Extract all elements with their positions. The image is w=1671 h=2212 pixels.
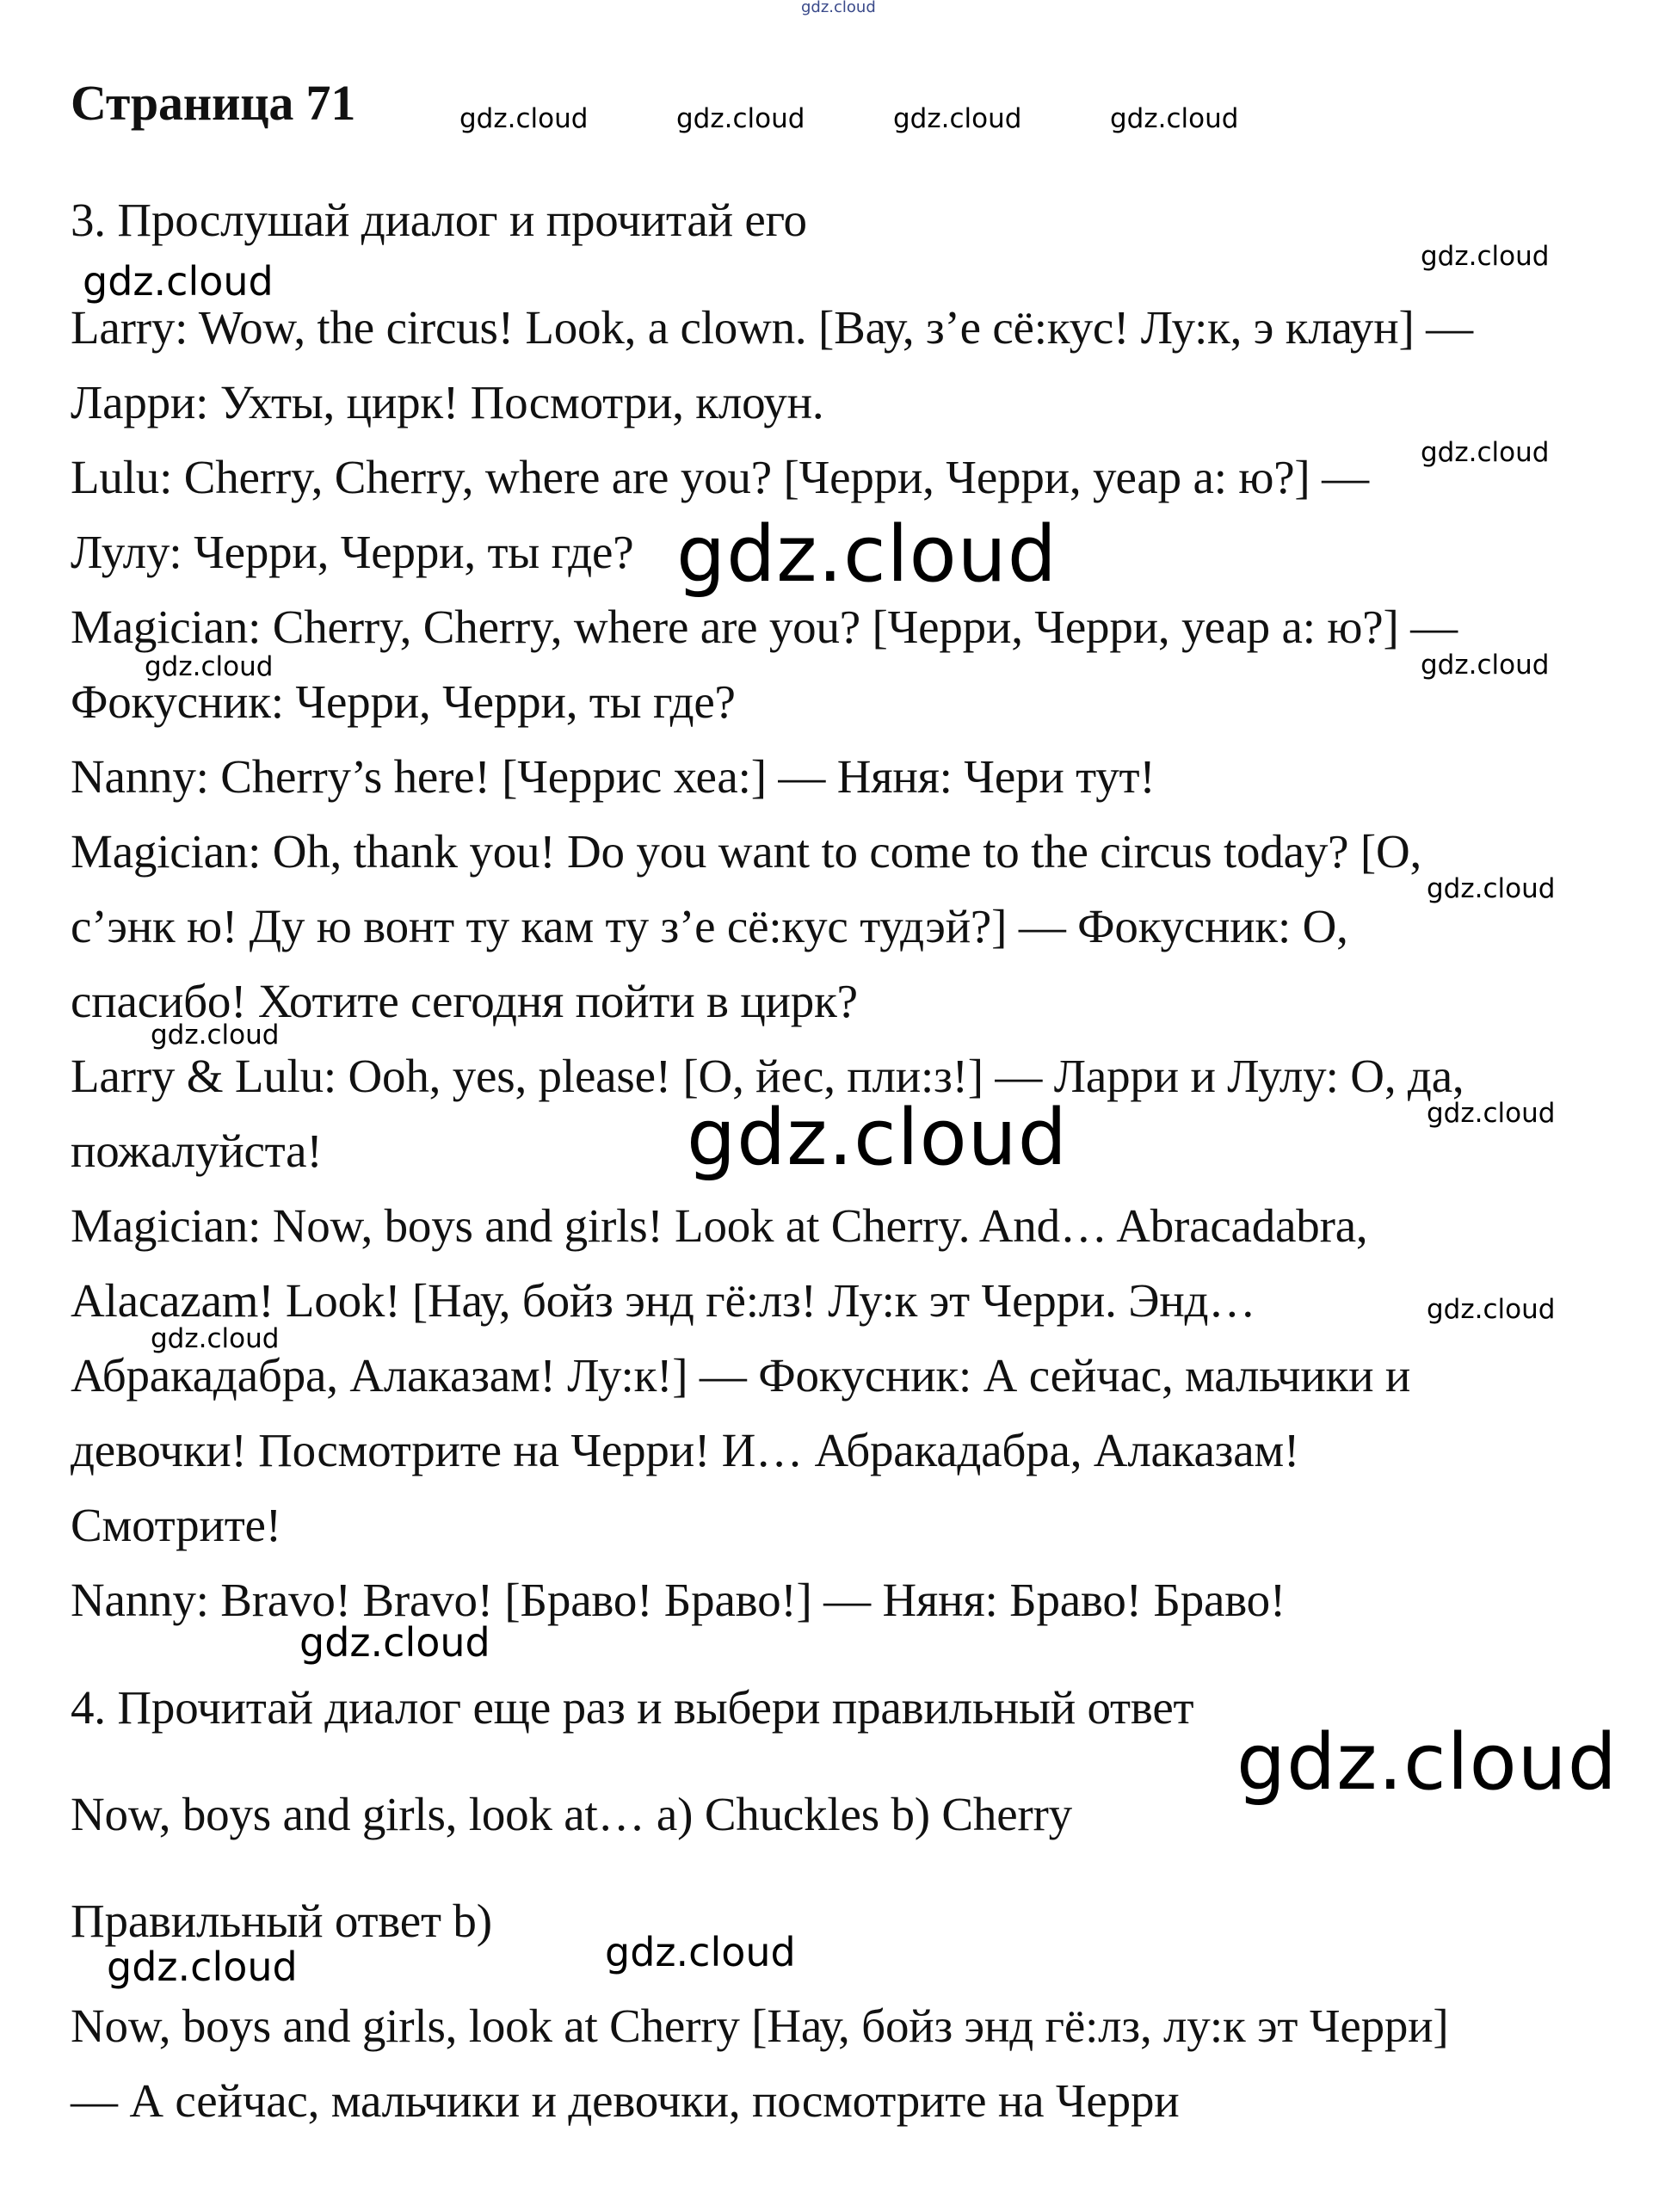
watermark: gdz.cloud [151, 1020, 280, 1051]
dialog-line: Magician: Cherry, Cherry, where are you? [Черри, Черри, уеар а: ю?] — [71, 601, 1458, 653]
dialog-line: Абракадабра, Алаказам! Лу:к!] — Фокусник: А сейчас, мальчики и [71, 1349, 1411, 1402]
exercise-4-heading: 4. Прочитай диалог еще раз и выбери правильный ответ [71, 1681, 1194, 1734]
answer-line: — А сейчас, мальчики и девочки, посмотрите на Черри [71, 2074, 1180, 2127]
dialog-line: Magician: Now, boys and girls! Look at Cherry. And… Abracadabra, [71, 1199, 1368, 1252]
dialog-line: Лулу: Черри, Черри, ты где? [71, 526, 634, 578]
dialog-line: Magician: Oh, thank you! Do you want to come to the circus today? [О, [71, 825, 1422, 878]
watermark: gdz.cloud [459, 103, 589, 134]
dialog-line: девочки! Посмотрите на Черри! И… Абракадабра, Алаказам! [71, 1424, 1300, 1476]
watermark: gdz.cloud [151, 1323, 280, 1354]
watermark: gdz.cloud [145, 651, 274, 682]
dialog-line: с’энк ю! Ду ю вонт ту кам ту з’е сё:кус тудэй?] — Фокусник: О, [71, 900, 1348, 952]
dialog-line: Lulu: Cherry, Cherry, where are you? [Черри, Черри, уеар а: ю?] — [71, 451, 1369, 503]
watermark: gdz.cloud [676, 103, 805, 134]
answer-line: Now, boys and girls, look at Cherry [Нау, бойз энд гё:лз, лу:к эт Черри] [71, 1999, 1449, 2052]
watermark: gdz.cloud [1427, 1098, 1556, 1129]
watermark: gdz.cloud [1421, 241, 1550, 272]
watermark: gdz.cloud [676, 509, 1057, 600]
dialog-line: Larry & Lulu: Ooh, yes, please! [О, йес, пли:з!] — Ларри и Лулу: О, да, [71, 1050, 1464, 1102]
exercise-4-question: Now, boys and girls, look at… a) Chuckles b) Cherry [71, 1788, 1072, 1840]
watermark: gdz.cloud [1110, 103, 1239, 134]
watermark: gdz.cloud [1427, 873, 1556, 904]
exercise-3-heading: 3. Прослушай диалог и прочитай его [71, 194, 807, 246]
watermark: gdz.cloud [1427, 1294, 1556, 1325]
dialog-line: спасибо! Хотите сегодня пойти в цирк? [71, 975, 858, 1027]
dialog-line: Фокусник: Черри, Черри, ты где? [71, 675, 736, 728]
page-title: Страница 71 [71, 75, 356, 131]
dialog-line: Nanny: Cherry’s here! [Черрис хеа:] — Няня: Чери тут! [71, 750, 1156, 803]
dialog-line: пожалуйста! [71, 1124, 323, 1177]
dialog-line: Alacazam! Look! [Нау, бойз энд гё:лз! Лу:к эт Черри. Энд… [71, 1274, 1256, 1327]
watermark: gdz.cloud [1236, 1717, 1618, 1808]
dialog-line: Ларри: Ухты, цирк! Посмотри, клоун. [71, 376, 824, 428]
watermark: gdz.cloud [107, 1944, 298, 1990]
watermark: gdz.cloud [801, 0, 876, 16]
answer-label: Правильный ответ b) [71, 1895, 492, 1947]
dialog-line: Larry: Wow, the circus! Look, a clown. [Вау, з’е сё:кус! Лу:к, э клаун] — [71, 301, 1473, 354]
watermark: gdz.cloud [1421, 650, 1550, 681]
watermark: gdz.cloud [299, 1619, 490, 1666]
dialog-line: Смотрите! [71, 1499, 281, 1551]
watermark: gdz.cloud [893, 103, 1022, 134]
watermark: gdz.cloud [83, 258, 274, 305]
dialog-line: Nanny: Bravo! Bravo! [Браво! Браво!] — Няня: Браво! Браво! [71, 1574, 1286, 1626]
watermark: gdz.cloud [605, 1929, 796, 1975]
watermark: gdz.cloud [687, 1093, 1068, 1183]
watermark: gdz.cloud [1421, 437, 1550, 468]
